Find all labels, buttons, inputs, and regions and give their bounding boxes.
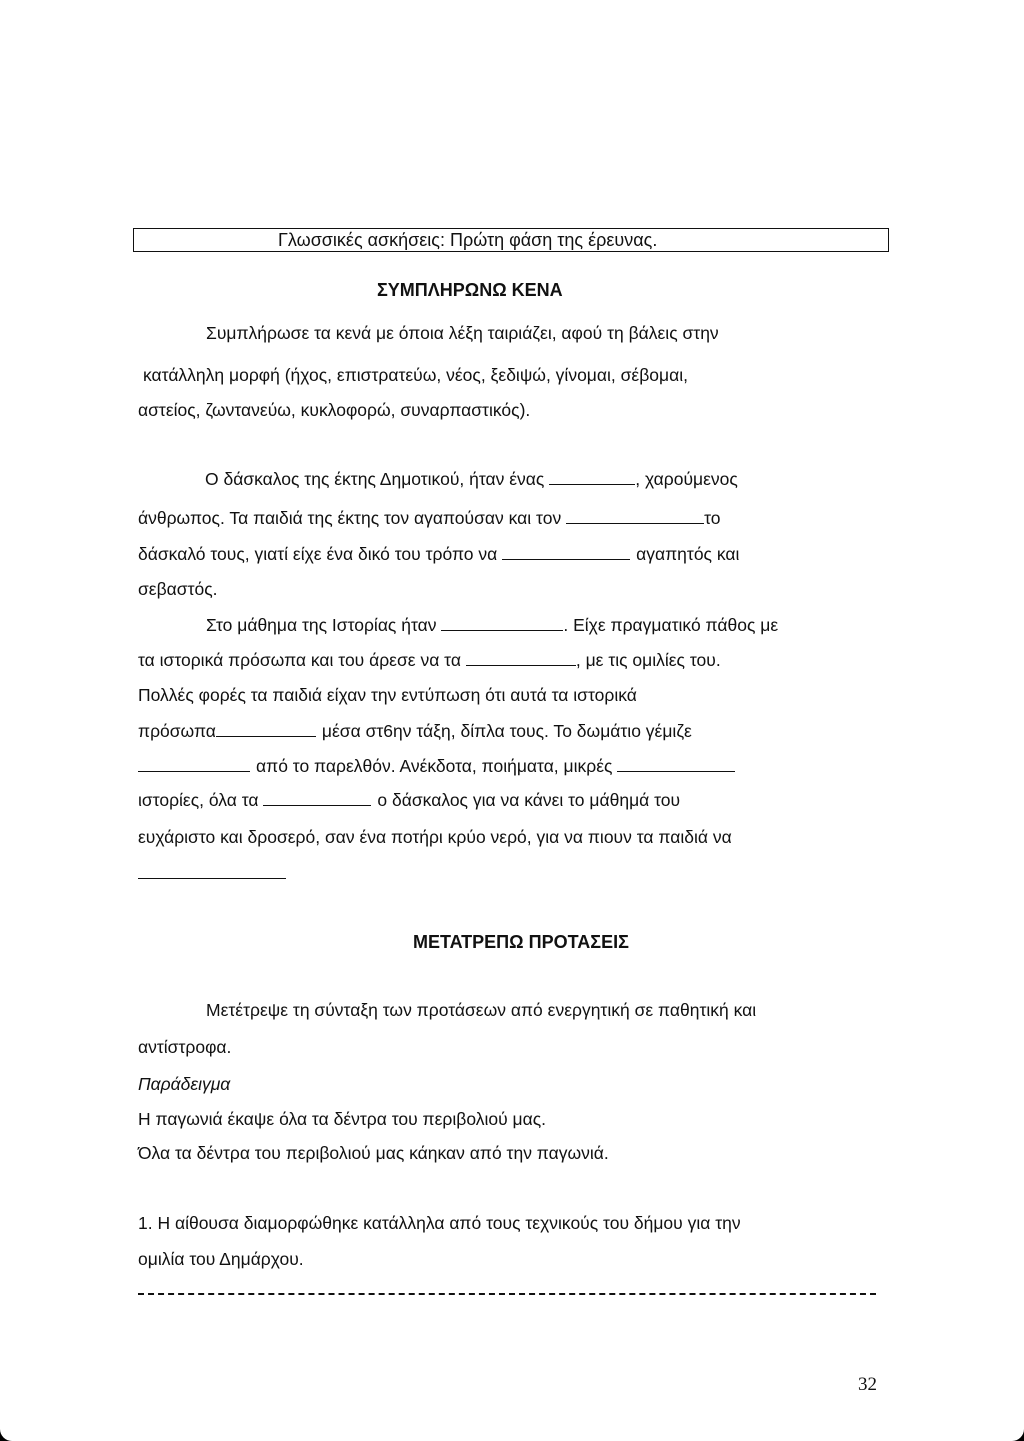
answer-blank[interactable]: [466, 650, 576, 666]
passage-text: το: [704, 508, 721, 528]
answer-blank[interactable]: [138, 756, 250, 772]
instruction-line: Μετέτρεψε τη σύνταξη των προτάσεων από ενεργητική σε παθητική και: [206, 1000, 757, 1020]
passage-line: [206, 614, 778, 636]
instruction-line: αντίστροφα.: [138, 1037, 232, 1057]
answer-blank[interactable]: [263, 790, 371, 806]
passage-line: σεβαστός.: [138, 579, 218, 599]
passage-text: από το παρελθόν. Ανέκδοτα, ποιήματα, μικρές: [256, 756, 613, 776]
passage-text: Στο μάθημα της Ιστορίας ήταν: [206, 615, 437, 635]
passage-line: [138, 755, 735, 777]
answer-blank[interactable]: [441, 615, 563, 631]
passage-text: ο δάσκαλος για να κάνει το μάθημά του: [377, 790, 681, 810]
page-number: 32: [858, 1374, 877, 1395]
answer-blank[interactable]: [617, 756, 735, 772]
answer-blank[interactable]: [502, 544, 630, 560]
passage-line: [205, 468, 738, 490]
passage-line: [138, 543, 739, 565]
passage-text: μέσα στ6ην τάξη, δίπλα τους. Το δωμάτιο γέμιζε: [321, 721, 692, 741]
passage-text: αγαπητός και: [636, 544, 740, 564]
answer-dashed-line[interactable]: [138, 1293, 876, 1295]
passage-line: Πολλές φορές τα παιδιά είχαν την εντύπωση ότι αυτά τα ιστορικά: [138, 685, 637, 705]
instruction-line: κατάλληλη μορφή (ήχος, επιστρατεύω, νέος, ξεδιψώ, γίνομαι, σέβομαι,: [143, 365, 688, 385]
passage-text: . Είχε πραγματικό πάθος με: [563, 615, 779, 635]
instruction-line: αστείος, ζωντανεύω, κυκλοφορώ, συναρπαστικός).: [138, 400, 531, 420]
passage-text: πρόσωπα: [138, 721, 216, 741]
exercise-line: ομιλία του Δημάρχου.: [138, 1249, 304, 1269]
instruction-line: Συμπλήρωσε τα κενά με όποια λέξη ταιριάζει, αφού τη βάλεις στην: [206, 323, 719, 343]
passage-text: τα ιστορικά πρόσωπα και του άρεσε να τα: [138, 650, 461, 670]
passage-text: ιστορίες, όλα τα: [138, 790, 259, 810]
passage-text: δάσκαλό τους, γιατί είχε ένα δικό του τρόπο να: [138, 544, 498, 564]
example-passive: Όλα τα δέντρα του περιβολιού μας κάηκαν από την παγωνιά.: [138, 1143, 609, 1163]
passage-text: , χαρούμενος: [635, 469, 738, 489]
passage-line: [138, 789, 680, 811]
page-title: Γλωσσικές ασκήσεις: Πρώτη φάση της έρευνας.: [278, 230, 658, 250]
answer-blank[interactable]: [216, 721, 316, 737]
passage-line: [138, 649, 721, 671]
answer-blank[interactable]: [138, 863, 286, 879]
passage-line: ευχάριστο και δροσερό, σαν ένα ποτήρι κρύο νερό, για να πιουν τα παιδιά να: [138, 827, 732, 847]
passage-line: [138, 862, 286, 884]
exercise-line: 1. Η αίθουσα διαμορφώθηκε κατάλληλα από τους τεχνικούς του δήμου για την: [138, 1213, 741, 1233]
passage-text: , με τις ομιλίες του.: [575, 650, 721, 670]
passage-line: [138, 720, 692, 742]
section-heading-convert-sentences: ΜΕΤΑΤΡΕΠΩ ΠΡΟΤΑΣΕΙΣ: [413, 932, 629, 952]
passage-line: [138, 507, 720, 529]
answer-blank[interactable]: [566, 508, 704, 524]
answer-blank[interactable]: [549, 469, 635, 485]
passage-text: άνθρωπος. Τα παιδιά της έκτης τον αγαπούσαν και τον: [138, 508, 562, 528]
passage-text: Ο δάσκαλος της έκτης Δημοτικού, ήταν ένας: [205, 469, 545, 489]
example-active: Η παγωνιά έκαψε όλα τα δέντρα του περιβολιού μας.: [138, 1109, 547, 1129]
example-label: Παράδειγμα: [138, 1074, 231, 1094]
section-heading-fill-blanks: ΣΥΜΠΛΗΡΩΝΩ ΚΕΝΑ: [377, 280, 563, 300]
